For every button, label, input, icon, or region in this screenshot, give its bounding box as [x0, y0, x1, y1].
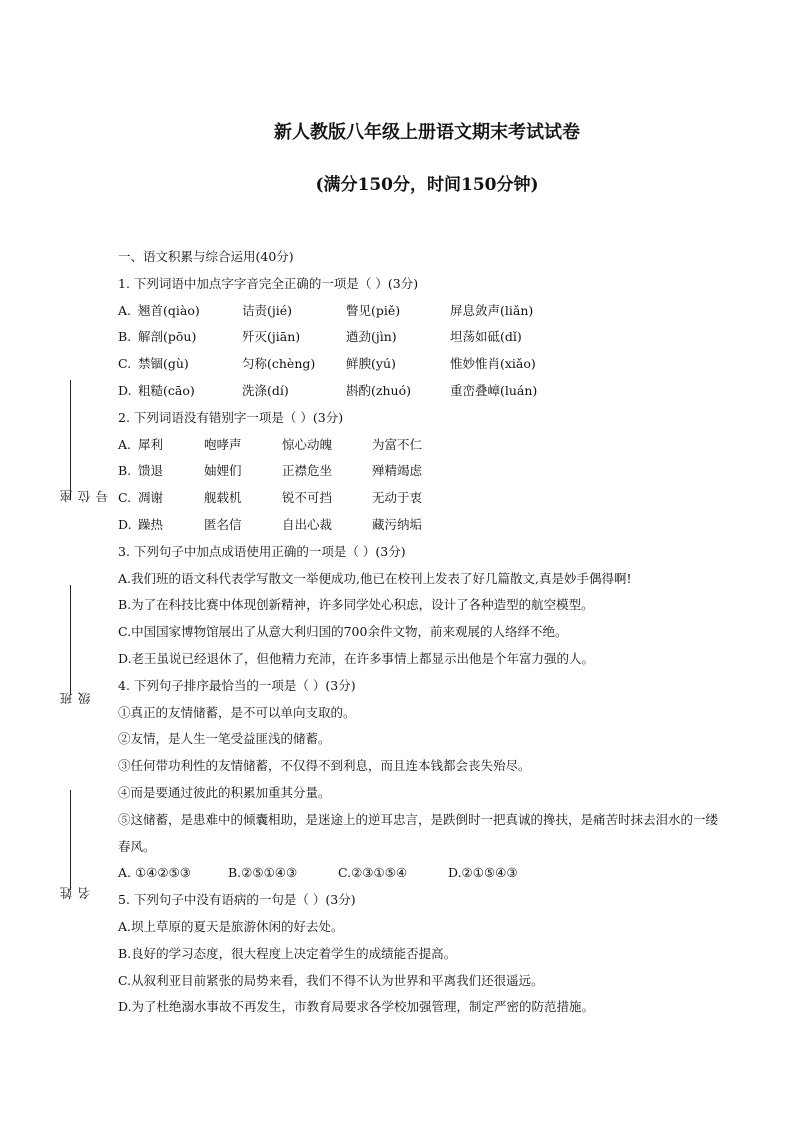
option-item: 坦荡如砥(dǐ): [450, 329, 522, 345]
option-item: 歼灭(jiān): [242, 329, 301, 345]
option-item: 妯娌们: [204, 463, 242, 479]
option-item: 惊心动魄: [282, 436, 333, 452]
question-4-stem: 4. 下列句子排序最恰当的一项是（ ）(3分): [118, 677, 356, 693]
option-label: C.: [118, 490, 132, 506]
question-1-option-b: [118, 324, 718, 351]
exam-content: [118, 244, 718, 1021]
option-item: 咆哮声: [204, 436, 242, 452]
option-item: 匿名信: [204, 516, 242, 532]
option-item: 犀利: [138, 436, 164, 452]
option-item: 正襟危坐: [282, 463, 333, 479]
question-3-option-d: D.老王虽说已经退休了，但他精力充沛，在许多事情上都显示出他是个年富力强的人。: [118, 650, 595, 666]
question-5-option-c: C.从叙利亚目前紧张的局势来看，我们不得不认为世界和平离我们还很遥远。: [118, 972, 544, 988]
option-label: D.: [118, 516, 132, 532]
option-item: 屏息敛声(liǎn): [450, 302, 534, 318]
option-label: C.: [118, 356, 132, 372]
name-line: [70, 790, 71, 890]
question-1-option-c: [118, 351, 718, 378]
page-subtitle: (满分150分，时间150分钟): [315, 175, 539, 195]
option-item: 殚精竭虑: [372, 463, 423, 479]
option-item: 锐不可挡: [282, 490, 333, 506]
question-1-stem: 1. 下列词语中加点字字音完全正确的一项是（ ）(3分): [118, 275, 419, 291]
option-item: C.②③①⑤④: [338, 865, 408, 881]
option-item: A. ①④②⑤③: [118, 865, 192, 881]
option-item: 藏污纳垢: [372, 516, 423, 532]
class-label: 班级: [59, 690, 92, 705]
seat-line: [70, 380, 71, 500]
question-4-sentence-3: ③任何带功利性的友情储蓄，不仅得不到利息，而且连本钱都会丧失殆尽。: [118, 758, 531, 774]
question-4-sentence-1: ①真正的友情储蓄，是不可以单向支取的。: [118, 704, 356, 720]
question-2-option-c: [118, 485, 718, 512]
question-1-option-d: [118, 378, 718, 405]
option-item: 躁热: [138, 516, 164, 532]
option-label: B.: [118, 329, 132, 345]
question-4-sentence-2: ②友情，是人生一笔受益匪浅的储蓄。: [118, 731, 331, 747]
name-label: 姓名: [59, 885, 92, 900]
option-label: A.: [118, 436, 132, 452]
question-5-option-d: D.为了杜绝溺水事故不再发生，市教育局要求各学校加强管理，制定严密的防范措施。: [118, 999, 595, 1015]
option-item: 洗涤(dí): [242, 382, 289, 398]
option-item: 瞥见(piě): [346, 302, 401, 318]
question-3-option-b: B.为了在科技比赛中体现创新精神，许多同学处心积虑，设计了各种造型的航空模型。: [118, 597, 594, 613]
option-item: 惟妙惟肖(xiǎo): [450, 356, 536, 372]
page-title: 新人教版八年级上册语文期末考试试卷: [274, 122, 580, 143]
option-item: 舰载机: [204, 490, 242, 506]
option-label: B.: [118, 463, 132, 479]
question-5-option-b: B.良好的学习态度，很大程度上决定着学生的成绩能否提高。: [118, 945, 457, 961]
option-item: 凋谢: [138, 490, 164, 506]
option-item: 无动于衷: [372, 490, 423, 506]
class-line: [70, 585, 71, 695]
option-item: 禁锢(gù): [138, 356, 189, 372]
option-item: 粗糙(cāo): [138, 382, 195, 398]
question-3-option-c: C.中国国家博物馆展出了从意大利归国的700余件文物，前来观展的人络绎不绝。: [118, 624, 568, 640]
option-item: 诘责(jié): [242, 302, 293, 318]
option-item: D.②①⑤④③: [448, 865, 518, 881]
question-4-sentence-4: ④而是要通过彼此的积累加重其分量。: [118, 784, 331, 800]
option-item: 翘首(qiào): [138, 302, 200, 318]
option-item: 遒劲(jìn): [346, 329, 397, 345]
option-item: B.②⑤①④③: [228, 865, 298, 881]
question-3-stem: 3. 下列句子中加点成语使用正确的一项是（ ）(3分): [118, 543, 406, 559]
option-label: A.: [118, 302, 132, 318]
seat-label: 座位号: [59, 488, 110, 503]
question-4-sentence-5: ⑤这储蓄，是患难中的倾囊相助，是迷途上的逆耳忠言，是跌倒时一把真诚的搀扶，是痛苦时抹去泪水的一缕春风。: [118, 811, 719, 854]
option-label: D.: [118, 382, 132, 398]
question-3-option-a: A.我们班的语文科代表学写散文一举便成功,他已在校刊上发表了好几篇散文,真是妙手偶得啊!: [118, 570, 632, 586]
option-item: 匀称(chèng): [242, 356, 316, 372]
question-4-options: [118, 860, 718, 887]
option-item: 馈退: [138, 463, 164, 479]
question-5-option-a: A.坝上草原的夏天是旅游休闲的好去处。: [118, 918, 344, 934]
option-item: 重峦叠嶂(luán): [450, 382, 538, 398]
question-2-option-a: [118, 432, 718, 459]
option-item: 自出心裁: [282, 516, 333, 532]
section-heading: 一、语文积累与综合运用(40分): [118, 249, 294, 264]
option-item: 为富不仁: [372, 436, 423, 452]
question-5-stem: 5. 下列句子中没有语病的一句是（ ）(3分): [118, 892, 356, 908]
question-2-option-b: [118, 458, 718, 485]
option-item: 斟酌(zhuó): [346, 382, 411, 398]
question-2-option-d: [118, 512, 718, 539]
question-2-stem: 2. 下列词语没有错别字一项是（ ）(3分): [118, 409, 344, 425]
option-item: 解剖(pōu): [138, 329, 197, 345]
option-item: 鲜腴(yú): [346, 356, 396, 372]
question-1-option-a: [118, 298, 718, 325]
